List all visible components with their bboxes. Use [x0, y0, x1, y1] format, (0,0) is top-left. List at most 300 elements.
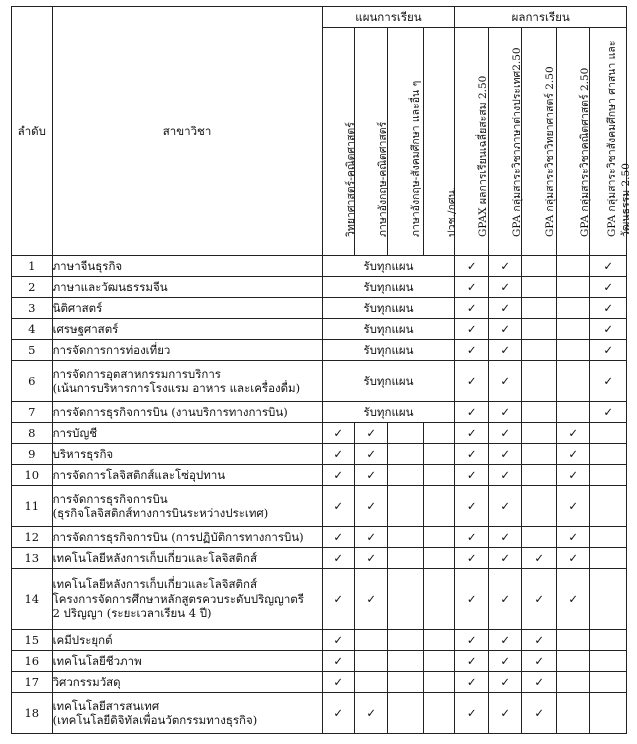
check-icon: ✓: [500, 446, 510, 461]
all-plans-cell: รับทุกแผน: [322, 340, 455, 361]
subject-name: [52, 256, 322, 277]
check-icon: ✓: [500, 321, 510, 336]
result-cell-2: [488, 256, 521, 277]
subject-name: [52, 569, 322, 630]
check-icon: ✓: [568, 529, 578, 544]
check-icon: ✓: [603, 279, 614, 294]
check-icon: ✓: [333, 705, 344, 720]
result-cell-1: [455, 256, 488, 277]
result-cell-2: [488, 651, 521, 672]
result-cell-2: [488, 319, 521, 340]
check-icon: ✓: [366, 591, 377, 606]
plan-cell-2: [354, 569, 387, 630]
result-cell-1: [455, 486, 488, 527]
result-cell-1: [455, 672, 488, 693]
subject-name: [52, 630, 322, 651]
check-icon: ✓: [466, 467, 477, 482]
check-icon: ✓: [603, 321, 614, 336]
subject-line: เทคโนโลยีสารสนเทศ: [52, 698, 160, 713]
check-icon: ✓: [500, 404, 510, 419]
plan-cell-1: [322, 693, 354, 734]
result-cell-2: [488, 693, 521, 734]
row-number: 11: [12, 486, 53, 527]
result-cell-2: [488, 548, 521, 569]
check-icon: ✓: [603, 300, 614, 315]
result-cell-4: [556, 569, 589, 630]
result-cell-4: [556, 402, 589, 423]
subject-name: [52, 465, 322, 486]
plan-cell-1: [322, 423, 354, 444]
check-icon: ✓: [603, 404, 614, 419]
result-cell-3: [522, 486, 557, 527]
check-icon: ✓: [500, 467, 510, 482]
plan-cell-1: [322, 486, 354, 527]
check-icon: ✓: [603, 373, 614, 388]
subject-line: เศรษฐศาสตร์: [52, 321, 119, 336]
subject-line: การจัดการธุรกิจการบิน (งานบริการทางการบิน): [52, 404, 288, 419]
result-cell-2: [488, 361, 521, 402]
row-number: 12: [12, 527, 53, 548]
result-cell-4: [556, 527, 589, 548]
all-plans-cell: รับทุกแผน: [322, 277, 455, 298]
all-plans-cell: รับทุกแผน: [322, 402, 455, 423]
check-icon: ✓: [466, 425, 477, 440]
plan-cell-3: [388, 693, 424, 734]
check-icon: ✓: [333, 446, 344, 461]
row-number: 9: [12, 444, 53, 465]
result-column-header-4: [556, 28, 589, 256]
result-cell-5: [590, 465, 627, 486]
check-icon: ✓: [534, 705, 544, 720]
check-icon: ✓: [500, 279, 510, 294]
plan-cell-4: [423, 527, 454, 548]
result-cell-3: [522, 340, 557, 361]
table-row: [12, 527, 627, 548]
table-row: [12, 444, 627, 465]
all-plans-cell: รับทุกแผน: [322, 256, 455, 277]
check-icon: ✓: [333, 529, 344, 544]
plan-cell-3: [388, 486, 424, 527]
plan-cell-4: [423, 465, 454, 486]
row-number: 6: [12, 361, 53, 402]
all-plans-cell: รับทุกแผน: [322, 298, 455, 319]
result-cell-4: [556, 423, 589, 444]
check-icon: ✓: [333, 632, 344, 647]
check-icon: ✓: [603, 258, 614, 273]
row-number: 18: [12, 693, 53, 734]
subject-name: [52, 340, 322, 361]
subject-line: โครงการจัดการศึกษาหลักสูตรควบระดับปริญญาตรี: [52, 591, 304, 606]
subject-name: [52, 319, 322, 340]
result-cell-1: [455, 465, 488, 486]
group-header-plan: แผนการเรียน: [322, 7, 455, 28]
result-cell-4: [556, 465, 589, 486]
subject-name: [52, 444, 322, 465]
plan-cell-3: [388, 444, 424, 465]
subject-line: การจัดการอุตสาหกรรมการบริการ: [52, 366, 221, 381]
result-column-header-5-label: GPA กลุ่มสาระวิชาสังคมศึกษา ศาสนา และ: [606, 40, 619, 237]
check-icon: ✓: [603, 342, 614, 357]
subject-line: บริหารธุรกิจ: [52, 446, 114, 461]
result-column-header-5: [590, 28, 633, 256]
result-cell-5: [590, 402, 627, 423]
check-icon: ✓: [534, 674, 544, 689]
all-plans-cell: รับทุกแผน: [322, 361, 455, 402]
check-icon: ✓: [466, 653, 477, 668]
row-number: 3: [12, 298, 53, 319]
table-row: [12, 340, 627, 361]
result-cell-2: [488, 298, 521, 319]
result-cell-4: [556, 319, 589, 340]
result-cell-5: [590, 569, 627, 630]
table-row: [12, 465, 627, 486]
subject-line: การบัญชี: [52, 425, 98, 440]
check-icon: ✓: [568, 498, 578, 513]
subject-name: [52, 486, 322, 527]
result-column-header-1: [455, 28, 488, 256]
check-icon: ✓: [466, 529, 477, 544]
subject-line: (เน้นการบริหารการโรงแรม อาหาร และเครื่องดื่ม): [52, 381, 301, 395]
plan-cell-4: [423, 548, 454, 569]
plan-cell-1: [322, 672, 354, 693]
table-body: [12, 256, 627, 734]
result-cell-2: [488, 569, 521, 630]
group-header-result: ผลการเรียน: [455, 7, 627, 28]
table-row: [12, 630, 627, 651]
subject-line: การจัดการธุรกิจการบิน: [52, 491, 168, 506]
plan-cell-2: [354, 651, 387, 672]
result-cell-5: [590, 277, 627, 298]
plan-cell-2: [354, 465, 387, 486]
result-cell-1: [455, 630, 488, 651]
result-cell-5: [590, 548, 627, 569]
check-icon: ✓: [466, 373, 477, 388]
subject-line: 2 ปริญญา (ระยะเวลาเรียน 4 ปี): [52, 606, 212, 621]
result-cell-1: [455, 277, 488, 298]
plan-cell-2: [354, 444, 387, 465]
check-icon: ✓: [466, 446, 477, 461]
column-header-subject: สาขาวิชา: [52, 7, 322, 256]
result-cell-5: [590, 361, 627, 402]
subject-name: [52, 527, 322, 548]
plan-cell-1: [322, 444, 354, 465]
result-cell-5: [590, 298, 627, 319]
row-number: 1: [12, 256, 53, 277]
plan-cell-4: [423, 630, 454, 651]
plan-cell-1: [322, 569, 354, 630]
check-icon: ✓: [366, 467, 377, 482]
result-cell-2: [488, 402, 521, 423]
plan-cell-1: [322, 465, 354, 486]
check-icon: ✓: [333, 550, 344, 565]
plan-column-header-4: [423, 28, 458, 256]
result-cell-4: [556, 444, 589, 465]
plan-cell-3: [388, 569, 424, 630]
check-icon: ✓: [366, 446, 377, 461]
result-cell-5: [590, 256, 627, 277]
result-cell-3: [522, 319, 557, 340]
result-cell-1: [455, 298, 488, 319]
check-icon: ✓: [500, 373, 510, 388]
result-cell-1: [455, 444, 488, 465]
table-row: [12, 423, 627, 444]
result-column-header-3: [522, 28, 557, 256]
plan-column-header-2-label: ภาษาอังกฤษ-คณิตศาสตร์: [376, 121, 389, 237]
result-cell-3: [522, 444, 557, 465]
check-icon: ✓: [333, 425, 344, 440]
result-cell-4: [556, 256, 589, 277]
plan-cell-3: [388, 465, 424, 486]
plan-cell-3: [388, 548, 424, 569]
result-cell-2: [488, 277, 521, 298]
check-icon: ✓: [534, 550, 544, 565]
check-icon: ✓: [568, 425, 578, 440]
plan-cell-4: [423, 486, 454, 527]
subject-line: เทคโนโลยีหลังการเก็บเกี่ยวและโลจิสติกส์: [52, 550, 257, 565]
table-row: [12, 402, 627, 423]
table-row: [12, 277, 627, 298]
plan-cell-4: [423, 651, 454, 672]
result-column-header-2: [488, 28, 521, 256]
table-row: [12, 672, 627, 693]
check-icon: ✓: [500, 674, 510, 689]
plan-cell-2: [354, 693, 387, 734]
plan-cell-2: [354, 548, 387, 569]
result-cell-3: [522, 465, 557, 486]
check-icon: ✓: [466, 321, 477, 336]
row-number: 4: [12, 319, 53, 340]
check-icon: ✓: [500, 529, 510, 544]
row-number: 16: [12, 651, 53, 672]
table-row: [12, 569, 627, 630]
admission-table: [11, 6, 633, 734]
result-cell-5: [590, 527, 627, 548]
plan-cell-4: [423, 444, 454, 465]
result-cell-4: [556, 486, 589, 527]
result-cell-4: [556, 672, 589, 693]
plan-cell-3: [388, 423, 424, 444]
check-icon: ✓: [568, 446, 578, 461]
result-cell-1: [455, 527, 488, 548]
plan-cell-3: [388, 651, 424, 672]
row-number: 14: [12, 569, 53, 630]
result-cell-5: [590, 651, 627, 672]
result-cell-2: [488, 527, 521, 548]
result-cell-4: [556, 277, 589, 298]
check-icon: ✓: [466, 300, 477, 315]
result-cell-5: [590, 340, 627, 361]
result-cell-5: [590, 693, 627, 734]
result-cell-3: [522, 277, 557, 298]
table-row: [12, 361, 627, 402]
plan-column-header-3-label: ภาษาอังกฤษ-สังคมศึกษา และอื่น ๆ: [410, 80, 423, 237]
result-cell-3: [522, 298, 557, 319]
plan-cell-2: [354, 672, 387, 693]
subject-line: (เทคโนโลยีดิจิทัลเพื่อนวัตกรรมทางธุรกิจ): [52, 713, 258, 727]
row-number: 5: [12, 340, 53, 361]
subject-name: [52, 672, 322, 693]
result-cell-3: [522, 423, 557, 444]
subject-name: [52, 693, 322, 734]
table-row: [12, 651, 627, 672]
plan-cell-3: [388, 527, 424, 548]
table-row: [12, 256, 627, 277]
plan-column-header-1: [322, 28, 357, 256]
result-cell-1: [455, 423, 488, 444]
check-icon: ✓: [500, 498, 510, 513]
result-cell-3: [522, 569, 557, 630]
subject-name: [52, 298, 322, 319]
subject-line: เทคโนโลยีชีวภาพ: [52, 653, 142, 668]
row-number: 15: [12, 630, 53, 651]
table-row: [12, 319, 627, 340]
check-icon: ✓: [333, 653, 344, 668]
subject-line: การจัดการโลจิสติกส์และโซ่อุปทาน: [52, 467, 226, 482]
subject-line: การจัดการการท่องเที่ยว: [52, 342, 171, 357]
check-icon: ✓: [466, 591, 477, 606]
plan-cell-1: [322, 630, 354, 651]
check-icon: ✓: [366, 705, 377, 720]
check-icon: ✓: [333, 498, 344, 513]
row-number: 13: [12, 548, 53, 569]
subject-line: วิศวกรรมวัสดุ: [52, 674, 121, 689]
plan-cell-4: [423, 672, 454, 693]
result-cell-3: [522, 402, 557, 423]
check-icon: ✓: [500, 425, 510, 440]
subject-name: [52, 402, 322, 423]
plan-cell-1: [322, 548, 354, 569]
check-icon: ✓: [568, 467, 578, 482]
check-icon: ✓: [500, 632, 510, 647]
result-column-header-4-label: GPA กลุ่มสาระวิชาคณิตศาสตร์ 2.50: [578, 67, 591, 237]
check-icon: ✓: [500, 342, 510, 357]
check-icon: ✓: [366, 550, 377, 565]
row-number: 2: [12, 277, 53, 298]
check-icon: ✓: [534, 591, 544, 606]
result-cell-2: [488, 465, 521, 486]
result-cell-5: [590, 319, 627, 340]
result-cell-1: [455, 693, 488, 734]
check-icon: ✓: [366, 498, 377, 513]
result-cell-3: [522, 256, 557, 277]
plan-cell-4: [423, 423, 454, 444]
subject-line: (ธุรกิจโลจิสติกส์ทางการบินระหว่างประเทศ): [52, 506, 269, 520]
subject-line: ภาษาจีนธุรกิจ: [52, 258, 123, 273]
check-icon: ✓: [568, 591, 578, 606]
subject-name: [52, 277, 322, 298]
subject-name: [52, 423, 322, 444]
result-cell-2: [488, 630, 521, 651]
table-row: [12, 548, 627, 569]
check-icon: ✓: [466, 279, 477, 294]
check-icon: ✓: [500, 653, 510, 668]
subject-name: [52, 651, 322, 672]
result-cell-4: [556, 298, 589, 319]
result-column-header-2-label: GPA กลุ่มสาระวิชาภาษาต่างประเทศ2.50: [510, 47, 523, 237]
plan-column-header-3: [388, 28, 424, 256]
result-cell-1: [455, 361, 488, 402]
plan-cell-2: [354, 486, 387, 527]
plan-cell-4: [423, 693, 454, 734]
check-icon: ✓: [500, 591, 510, 606]
check-icon: ✓: [466, 674, 477, 689]
check-icon: ✓: [466, 550, 477, 565]
result-cell-4: [556, 651, 589, 672]
subject-line: เคมีประยุกต์: [52, 632, 113, 647]
result-column-header-3-label: GPA กลุ่มสาระวิชาวิทยาศาสตร์ 2.50: [544, 66, 557, 237]
result-cell-1: [455, 569, 488, 630]
result-column-header-1-label: GPAX ผลการเรียนเฉลี่ยสะสม 2.50: [477, 75, 490, 237]
check-icon: ✓: [366, 529, 377, 544]
plan-cell-2: [354, 423, 387, 444]
result-cell-1: [455, 402, 488, 423]
plan-column-header-4-label: ปวช./กศน.: [445, 186, 458, 237]
plan-cell-3: [388, 630, 424, 651]
plan-column-header-2: [354, 28, 387, 256]
result-cell-2: [488, 444, 521, 465]
subject-line: นิติศาสตร์: [52, 300, 103, 315]
check-icon: ✓: [568, 550, 578, 565]
check-icon: ✓: [466, 632, 477, 647]
check-icon: ✓: [534, 653, 544, 668]
result-cell-4: [556, 548, 589, 569]
row-number: 8: [12, 423, 53, 444]
result-cell-1: [455, 319, 488, 340]
row-number: 10: [12, 465, 53, 486]
check-icon: ✓: [466, 404, 477, 419]
check-icon: ✓: [500, 705, 510, 720]
check-icon: ✓: [534, 632, 544, 647]
result-cell-1: [455, 340, 488, 361]
result-cell-2: [488, 423, 521, 444]
result-column-header-5-label: วัฒนธรรม 2.50: [620, 163, 633, 237]
column-header-number: ลำดับ: [12, 7, 53, 256]
result-cell-3: [522, 630, 557, 651]
plan-cell-2: [354, 630, 387, 651]
plan-column-header-1-label: วิทยาศาสตร์-คณิตศาสตร์: [344, 122, 357, 237]
subject-line: เทคโนโลยีหลังการเก็บเกี่ยวและโลจิสติกส์: [52, 577, 257, 592]
row-number: 17: [12, 672, 53, 693]
table-row: [12, 486, 627, 527]
result-cell-2: [488, 672, 521, 693]
row-number: 7: [12, 402, 53, 423]
check-icon: ✓: [333, 467, 344, 482]
result-cell-5: [590, 444, 627, 465]
check-icon: ✓: [466, 342, 477, 357]
check-icon: ✓: [333, 674, 344, 689]
check-icon: ✓: [466, 705, 477, 720]
result-cell-5: [590, 423, 627, 444]
plan-cell-1: [322, 651, 354, 672]
check-icon: ✓: [466, 498, 477, 513]
check-icon: ✓: [466, 258, 477, 273]
check-icon: ✓: [500, 550, 510, 565]
result-cell-1: [455, 548, 488, 569]
all-plans-cell: รับทุกแผน: [322, 319, 455, 340]
result-cell-4: [556, 693, 589, 734]
subject-line: การจัดการธุรกิจการบิน (การปฏิบัติการทางการบิน): [52, 529, 304, 544]
plan-cell-2: [354, 527, 387, 548]
result-cell-4: [556, 340, 589, 361]
result-cell-3: [522, 548, 557, 569]
result-cell-3: [522, 527, 557, 548]
subject-name: [52, 361, 322, 402]
result-cell-3: [522, 693, 557, 734]
plan-cell-3: [388, 672, 424, 693]
subject-line: ภาษาและวัฒนธรรมจีน: [52, 279, 168, 294]
check-icon: ✓: [333, 591, 344, 606]
result-cell-5: [590, 486, 627, 527]
